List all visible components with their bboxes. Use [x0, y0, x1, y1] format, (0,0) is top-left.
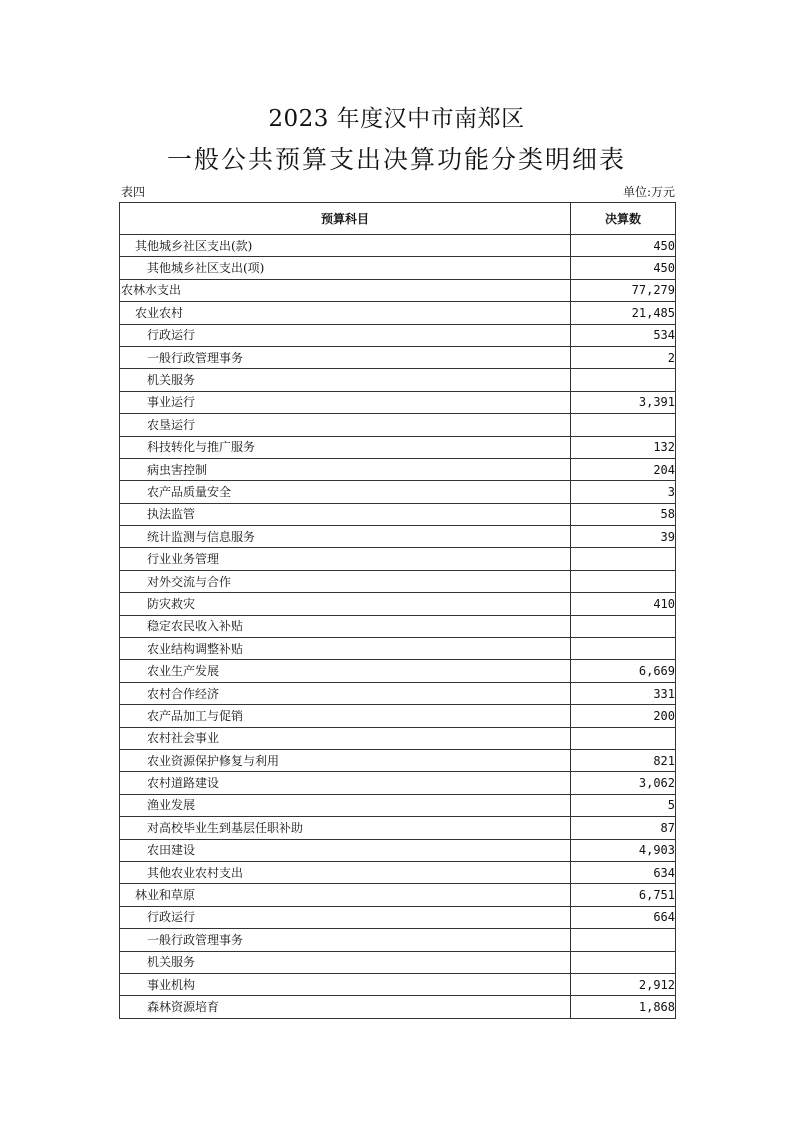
row-amount: 5 — [571, 794, 676, 816]
row-subject: 执法监管 — [120, 503, 571, 525]
row-amount: 204 — [571, 458, 676, 480]
row-subject: 农产品质量安全 — [120, 481, 571, 503]
row-subject: 对外交流与合作 — [120, 570, 571, 592]
budget-table — [119, 202, 676, 1019]
column-header-amount: 决算数 — [571, 203, 676, 235]
table-row — [120, 570, 676, 592]
report-title-line2: 一般公共预算支出决算功能分类明细表 — [166, 145, 626, 174]
table-row — [120, 727, 676, 749]
row-subject: 农业农村 — [120, 302, 571, 324]
row-subject: 事业运行 — [120, 391, 571, 413]
row-subject: 农村社会事业 — [120, 727, 571, 749]
row-amount — [571, 951, 676, 973]
table-row — [120, 884, 676, 906]
row-subject: 农林水支出 — [120, 279, 571, 301]
row-subject: 病虫害控制 — [120, 458, 571, 480]
row-subject: 其他城乡社区支出(款) — [120, 235, 571, 257]
table-row — [120, 369, 676, 391]
table-label: 表四 — [121, 185, 146, 199]
table-row — [120, 235, 676, 257]
row-amount: 2 — [571, 346, 676, 368]
row-amount: 3 — [571, 481, 676, 503]
row-amount — [571, 638, 676, 660]
table-row — [120, 929, 676, 951]
row-subject: 统计监测与信息服务 — [120, 526, 571, 548]
report-title-line1: 2023 年度汉中市南郑区 — [268, 106, 525, 132]
row-amount: 4,903 — [571, 839, 676, 861]
row-amount: 2,912 — [571, 973, 676, 995]
row-amount — [571, 727, 676, 749]
table-row — [120, 436, 676, 458]
row-amount: 534 — [571, 324, 676, 346]
row-subject: 其他城乡社区支出(项) — [120, 257, 571, 279]
table-row — [120, 705, 676, 727]
row-subject: 农业结构调整补贴 — [120, 638, 571, 660]
row-amount — [571, 929, 676, 951]
table-row — [120, 593, 676, 615]
row-subject: 机关服务 — [120, 369, 571, 391]
table-row — [120, 257, 676, 279]
table-row — [120, 458, 676, 480]
table-row — [120, 391, 676, 413]
row-amount: 3,062 — [571, 772, 676, 794]
table-row — [120, 951, 676, 973]
table-row — [120, 906, 676, 928]
row-subject: 农田建设 — [120, 839, 571, 861]
row-subject: 机关服务 — [120, 951, 571, 973]
row-amount: 3,391 — [571, 391, 676, 413]
row-amount — [571, 548, 676, 570]
row-amount: 410 — [571, 593, 676, 615]
row-amount: 450 — [571, 257, 676, 279]
row-subject: 稳定农民收入补贴 — [120, 615, 571, 637]
row-subject: 行政运行 — [120, 906, 571, 928]
table-row — [120, 973, 676, 995]
row-amount: 450 — [571, 235, 676, 257]
table-row — [120, 414, 676, 436]
row-amount: 634 — [571, 861, 676, 883]
table-row — [120, 794, 676, 816]
row-amount: 39 — [571, 526, 676, 548]
table-row — [120, 548, 676, 570]
table-row — [120, 346, 676, 368]
row-subject: 一般行政管理事务 — [120, 346, 571, 368]
row-amount: 77,279 — [571, 279, 676, 301]
row-subject: 一般行政管理事务 — [120, 929, 571, 951]
table-row — [120, 324, 676, 346]
table-row — [120, 526, 676, 548]
row-amount — [571, 369, 676, 391]
row-subject: 农村道路建设 — [120, 772, 571, 794]
table-row — [120, 749, 676, 771]
table-row — [120, 638, 676, 660]
row-amount: 331 — [571, 682, 676, 704]
row-amount: 6,669 — [571, 660, 676, 682]
row-amount: 6,751 — [571, 884, 676, 906]
table-row — [120, 503, 676, 525]
row-amount — [571, 414, 676, 436]
row-subject: 防灾救灾 — [120, 593, 571, 615]
table-header-row — [120, 203, 676, 235]
table-row — [120, 817, 676, 839]
row-amount: 132 — [571, 436, 676, 458]
row-subject: 事业机构 — [120, 973, 571, 995]
row-subject: 农产品加工与促销 — [120, 705, 571, 727]
row-subject: 科技转化与推广服务 — [120, 436, 571, 458]
row-subject: 行政运行 — [120, 324, 571, 346]
table-row — [120, 996, 676, 1018]
row-amount — [571, 570, 676, 592]
row-amount: 200 — [571, 705, 676, 727]
unit-label: 单位:万元 — [622, 185, 675, 199]
row-amount: 87 — [571, 817, 676, 839]
row-subject: 其他农业农村支出 — [120, 861, 571, 883]
table-row — [120, 772, 676, 794]
row-amount: 664 — [571, 906, 676, 928]
row-amount: 58 — [571, 503, 676, 525]
table-row — [120, 660, 676, 682]
row-amount — [571, 615, 676, 637]
row-amount: 1,868 — [571, 996, 676, 1018]
table-row — [120, 682, 676, 704]
row-amount: 21,485 — [571, 302, 676, 324]
row-subject: 农业资源保护修复与利用 — [120, 749, 571, 771]
table-row — [120, 861, 676, 883]
row-subject: 农业生产发展 — [120, 660, 571, 682]
row-amount: 821 — [571, 749, 676, 771]
row-subject: 渔业发展 — [120, 794, 571, 816]
row-subject: 行业业务管理 — [120, 548, 571, 570]
table-row — [120, 279, 676, 301]
table-row — [120, 839, 676, 861]
column-header-subject: 预算科目 — [120, 203, 571, 235]
table-row — [120, 481, 676, 503]
row-subject: 农垦运行 — [120, 414, 571, 436]
table-row — [120, 302, 676, 324]
row-subject: 农村合作经济 — [120, 682, 571, 704]
row-subject: 林业和草原 — [120, 884, 571, 906]
row-subject: 对高校毕业生到基层任职补助 — [120, 817, 571, 839]
table-row — [120, 615, 676, 637]
row-subject: 森林资源培育 — [120, 996, 571, 1018]
